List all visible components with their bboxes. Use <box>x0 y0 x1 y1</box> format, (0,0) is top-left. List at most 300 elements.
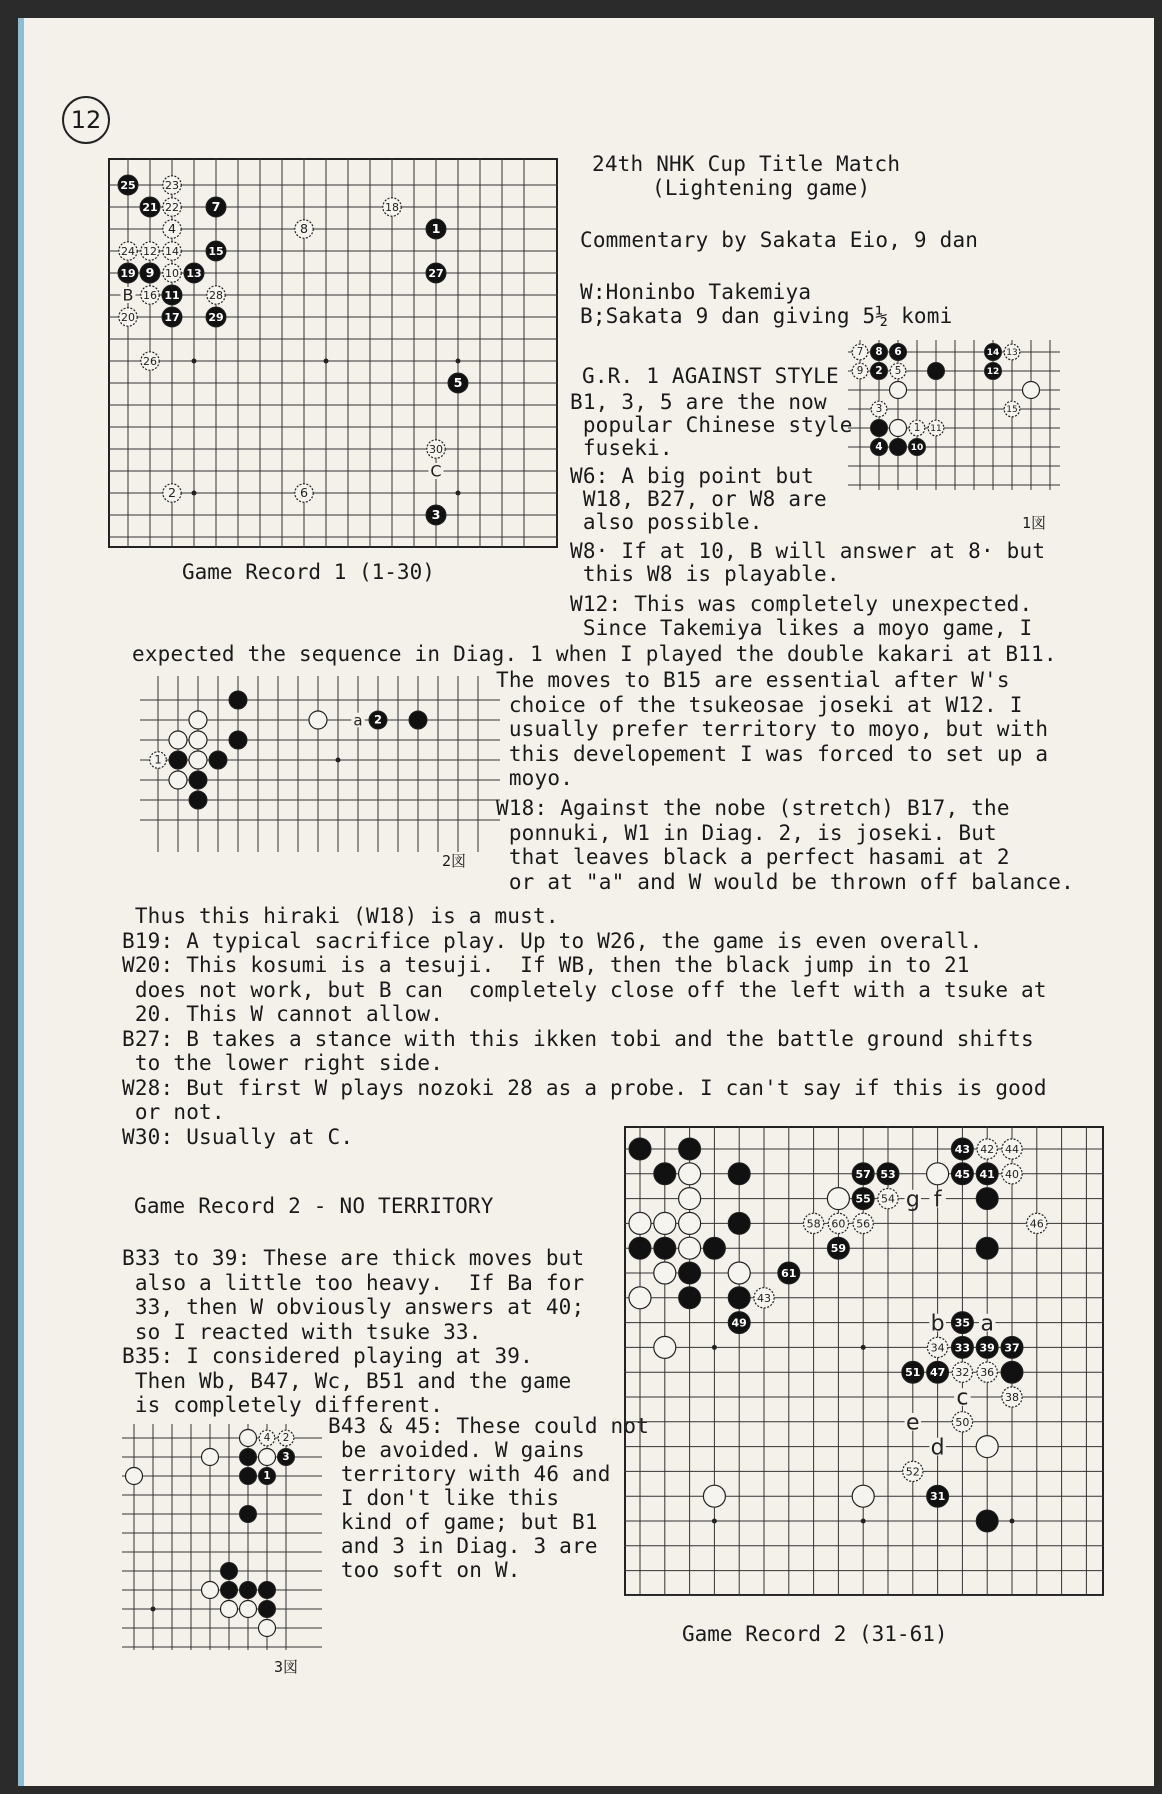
commentary-line: usually prefer territory to moyo, but with <box>496 717 1049 741</box>
stone-label: 12 <box>143 244 157 258</box>
commentary-line: B1, 3, 5 are the now <box>570 390 827 414</box>
black-stone <box>902 1361 924 1383</box>
stone-label: 1 <box>154 752 162 767</box>
stone-label: 16 <box>143 288 157 302</box>
black-stone <box>871 363 888 380</box>
commentary-line: that leaves black a perfect hasami at 2 <box>496 845 1010 869</box>
stone-label: 32 <box>955 1366 970 1380</box>
white-stone <box>878 1188 898 1208</box>
stone-label: 24 <box>121 244 135 258</box>
black-stone <box>679 1138 701 1160</box>
black-stone <box>852 1188 874 1210</box>
stone-label: 35 <box>954 1316 971 1330</box>
title-line-1: 24th NHK Cup Title Match <box>592 152 901 176</box>
white-stone <box>163 198 181 216</box>
position-mark: B <box>122 285 134 305</box>
black-stone <box>118 175 138 195</box>
black-stone <box>728 1287 750 1309</box>
title-line-2: (Lightening game) <box>652 176 871 200</box>
stone-label: 7 <box>211 198 221 214</box>
white-stone <box>629 1212 651 1234</box>
white-stone <box>828 1213 848 1233</box>
stone-label: 50 <box>955 1415 970 1429</box>
commentary-line: 20. This W cannot allow. <box>122 1002 444 1026</box>
white-stone <box>1004 401 1020 417</box>
commentary-line: Since Takemiya likes a moyo game, I <box>570 616 1033 640</box>
stone-label: 14 <box>165 244 179 258</box>
stone-label: 52 <box>905 1465 920 1479</box>
white-stone <box>852 363 868 379</box>
white-stone <box>141 286 159 304</box>
stone-label: 47 <box>929 1366 946 1380</box>
stone-label: 11 <box>164 288 180 302</box>
black-stone <box>162 307 182 327</box>
stone-label: 15 <box>208 244 224 258</box>
black-stone <box>221 1582 238 1599</box>
black-stone <box>240 1506 257 1523</box>
white-stone <box>221 1601 238 1618</box>
commentary-line: this W8 is playable. <box>570 562 840 586</box>
black-stone <box>140 263 160 283</box>
position-mark: c <box>956 1385 969 1411</box>
white-stone <box>427 440 445 458</box>
stone-label: 3 <box>875 403 883 416</box>
stone-label: 61 <box>781 1266 797 1280</box>
white-stone <box>126 1468 143 1485</box>
white-stone <box>169 731 187 749</box>
position-mark: e <box>906 1410 920 1436</box>
stone-label: 10 <box>910 443 924 454</box>
commentary-line: W18: Against the nobe (stretch) B17, the <box>496 796 1010 820</box>
commentary-line: B33 to 39: These are thick moves but <box>122 1246 585 1270</box>
stone-label: 58 <box>806 1217 821 1231</box>
stone-label: 38 <box>1005 1390 1019 1404</box>
black-stone <box>871 344 888 361</box>
commentary-line: I don't like this <box>328 1486 560 1510</box>
diagram-3-board <box>122 1424 322 1656</box>
stone-label: 60 <box>831 1217 846 1231</box>
stone-label: 57 <box>855 1167 871 1181</box>
position-mark: C <box>430 461 442 481</box>
stone-label: 41 <box>979 1167 995 1181</box>
commentary-line: W28: But first W plays nozoki 28 as a probe. I can't say if this is good <box>122 1075 1047 1100</box>
commentary-line: or at "a" and W would be thrown off balance. <box>496 869 1074 894</box>
stone-label: 2 <box>282 1432 290 1445</box>
commentary-line: ponnuki, W1 in Diag. 2, is joseki. But <box>496 820 997 845</box>
stone-label: 11 <box>930 424 942 435</box>
black-stone <box>629 1138 651 1160</box>
commentary-line: also possible. <box>570 510 763 534</box>
black-stone <box>909 439 926 456</box>
black-stone <box>162 285 182 305</box>
commentary-line: W30: Usually at C. <box>122 1124 354 1149</box>
white-stone <box>141 242 159 260</box>
stone-label: 43 <box>954 1142 971 1156</box>
black-stone <box>877 1163 899 1185</box>
black-stone <box>976 1510 998 1532</box>
white-stone <box>827 1188 849 1210</box>
commentary-line: choice of the tsukeosae joseki at W12. I <box>496 692 1023 717</box>
white-stone <box>654 1212 676 1234</box>
stone-label: 18 <box>385 200 399 214</box>
stone-label: 43 <box>757 1291 771 1305</box>
black-stone <box>240 1468 257 1485</box>
game-record-2-board <box>624 1126 1104 1596</box>
black-stone <box>409 711 427 729</box>
white-stone <box>952 1362 972 1382</box>
commentary-line: The moves to B15 are essential after W's <box>496 668 1010 692</box>
diagram-1-board <box>848 340 1060 508</box>
game-record-1-board <box>108 158 558 548</box>
black-stone <box>728 1163 750 1185</box>
stone-label: 30 <box>429 442 443 456</box>
stone-label: 8 <box>299 220 309 236</box>
white-stone <box>259 1449 276 1466</box>
commentary-line: popular Chinese style <box>570 413 853 437</box>
white-stone <box>852 1485 874 1507</box>
black-stone <box>890 344 907 361</box>
black-stone <box>985 363 1002 380</box>
stone-label: 26 <box>143 354 157 368</box>
black-stone <box>369 711 387 729</box>
stone-label: 22 <box>165 200 179 214</box>
black-stone <box>679 1262 701 1284</box>
white-stone <box>240 1430 257 1447</box>
position-mark: d <box>930 1435 945 1461</box>
white-stone <box>728 1262 750 1284</box>
black-stone <box>951 1312 973 1334</box>
white-player: W:Honinbo Takemiya <box>580 280 812 304</box>
stone-label: 37 <box>1004 1341 1020 1355</box>
stone-label: 10 <box>165 266 179 280</box>
commentary-line: is completely different. <box>122 1393 444 1417</box>
game-record-1-caption: Game Record 1 (1-30) <box>182 560 435 584</box>
white-stone <box>383 198 401 216</box>
white-stone <box>1002 1387 1022 1407</box>
white-stone <box>1002 1164 1022 1184</box>
black-stone <box>703 1237 725 1259</box>
black-stone <box>1001 1361 1023 1383</box>
black-stone <box>229 691 247 709</box>
black-stone <box>951 1163 973 1185</box>
commentary-line: B27: B takes a stance with this ikken tobi and the battle ground shifts <box>122 1026 1034 1051</box>
stone-label: 39 <box>979 1341 995 1355</box>
white-stone <box>202 1582 219 1599</box>
commentary-line: or not. <box>122 1100 225 1124</box>
white-stone <box>259 1620 276 1637</box>
black-stone <box>827 1237 849 1259</box>
black-stone <box>951 1336 973 1358</box>
stone-label: 3 <box>282 1451 290 1464</box>
stone-label: 31 <box>929 1490 946 1504</box>
stone-label: 59 <box>830 1242 847 1256</box>
commentary-line: and 3 in Diag. 3 are <box>328 1534 598 1558</box>
stone-label: 6 <box>894 346 902 359</box>
white-stone <box>141 352 159 370</box>
black-stone <box>184 263 204 283</box>
white-stone <box>119 242 137 260</box>
white-stone <box>928 420 944 436</box>
gr1-heading: G.R. 1 AGAINST STYLE <box>582 364 839 388</box>
stone-label: 28 <box>209 288 223 302</box>
white-stone <box>852 344 868 360</box>
commentary-line: moyo. <box>496 766 574 790</box>
commentary-line: 33, then W obviously answers at 40; <box>122 1295 585 1319</box>
commentary-line: Thus this hiraki (W18) is a must. <box>122 904 559 928</box>
stone-label: 12 <box>986 367 1000 378</box>
white-stone <box>952 1412 972 1432</box>
black-stone <box>1001 1336 1023 1358</box>
black-stone <box>728 1312 750 1334</box>
white-stone <box>119 308 137 326</box>
black-stone <box>426 505 446 525</box>
stone-label: 14 <box>986 348 1000 359</box>
position-mark: a <box>353 711 363 730</box>
black-stone <box>976 1237 998 1259</box>
white-stone <box>903 1461 923 1481</box>
stone-label: 1 <box>431 220 441 236</box>
black-stone <box>259 1601 276 1618</box>
black-stone <box>629 1237 651 1259</box>
diagram-3-caption: 3図 <box>274 1658 299 1676</box>
stone-label: 49 <box>731 1316 747 1330</box>
commentary-line: kind of game; but B1 <box>328 1510 598 1534</box>
stone-label: 3 <box>431 506 441 522</box>
white-stone <box>163 484 181 502</box>
commentary-line: W18, B27, or W8 are <box>570 487 827 511</box>
black-stone <box>927 1361 949 1383</box>
white-stone <box>654 1336 676 1358</box>
black-stone <box>448 373 468 393</box>
white-stone <box>240 1601 257 1618</box>
white-stone <box>150 752 167 769</box>
white-stone <box>189 731 207 749</box>
white-stone <box>679 1237 701 1259</box>
commentary-line: to the lower right side. <box>122 1051 444 1075</box>
diagram-1-caption: 1図 <box>1022 514 1047 532</box>
commentary-line: B43 & 45: These could not <box>328 1414 650 1438</box>
white-stone <box>1027 1213 1047 1233</box>
stone-label: 25 <box>120 178 136 192</box>
white-stone <box>629 1287 651 1309</box>
white-stone <box>163 264 181 282</box>
commentary-line: B35: I considered playing at 39. <box>122 1344 533 1368</box>
black-stone <box>928 363 945 380</box>
stone-label: 1 <box>913 422 921 435</box>
book-page <box>18 18 1154 1786</box>
commentary-line: so I reacted with tsuke 33. <box>122 1319 482 1344</box>
white-stone <box>976 1436 998 1458</box>
white-stone <box>703 1485 725 1507</box>
white-stone <box>295 220 313 238</box>
black-stone <box>206 197 226 217</box>
black-stone <box>206 241 226 261</box>
stone-label: 56 <box>856 1217 871 1231</box>
position-mark: b <box>930 1311 945 1337</box>
black-stone <box>118 263 138 283</box>
white-stone <box>163 176 181 194</box>
stone-label: 29 <box>208 310 224 324</box>
white-stone <box>259 1430 275 1446</box>
stone-label: 8 <box>875 346 883 359</box>
position-mark: g <box>905 1187 920 1213</box>
white-stone <box>169 771 187 789</box>
commentary-line: fuseki. <box>570 436 673 460</box>
white-stone <box>278 1430 294 1446</box>
black-stone <box>871 439 888 456</box>
commentary-line: does not work, but B can completely close off the left with a tsuke at <box>122 977 1047 1002</box>
black-stone <box>778 1262 800 1284</box>
stone-label: 4 <box>875 441 883 454</box>
stone-label: 40 <box>1005 1167 1019 1181</box>
diagram-2-board <box>140 676 500 852</box>
white-stone <box>163 242 181 260</box>
position-mark: f <box>933 1187 942 1213</box>
stone-label: 55 <box>855 1192 871 1206</box>
white-stone <box>977 1362 997 1382</box>
stone-label: 51 <box>905 1366 921 1380</box>
commentary-line: W8· If at 10, B will answer at 8· but <box>570 539 1046 563</box>
black-stone <box>985 344 1002 361</box>
stone-label: 19 <box>120 266 136 280</box>
black-stone <box>209 751 227 769</box>
page-number: 12 <box>62 96 110 144</box>
white-stone <box>1002 1139 1022 1159</box>
stone-label: 15 <box>1006 405 1018 416</box>
stone-label: 21 <box>142 200 158 214</box>
white-stone <box>679 1212 701 1234</box>
stone-label: 45 <box>954 1167 971 1181</box>
black-player: B;Sakata 9 dan giving 5½ komi <box>580 304 953 328</box>
commentary-line: W6: A big point but <box>570 464 815 488</box>
white-stone <box>803 1213 823 1233</box>
commentary-line: W20: This kosumi is a tesuji. If WB, then the black jump in to 21 <box>122 953 970 977</box>
commentary-line: also a little too heavy. If Ba for <box>122 1270 585 1295</box>
stone-label: 17 <box>164 310 180 324</box>
stone-label: 2 <box>875 365 883 378</box>
black-stone <box>426 219 446 239</box>
commentary-line: this developement I was forced to set up a <box>496 741 1049 766</box>
black-stone <box>259 1468 276 1485</box>
black-stone <box>426 263 446 283</box>
black-stone <box>852 1163 874 1185</box>
white-stone <box>890 363 906 379</box>
black-stone <box>189 771 207 789</box>
black-stone <box>189 791 207 809</box>
stone-label: 5 <box>453 374 463 390</box>
stone-label: 2 <box>167 484 177 500</box>
stone-label: 36 <box>980 1366 995 1380</box>
white-stone <box>654 1262 676 1284</box>
white-stone <box>202 1449 219 1466</box>
white-stone <box>909 420 925 436</box>
commentary-line: too soft on W. <box>328 1558 521 1582</box>
white-stone <box>871 401 887 417</box>
black-stone <box>169 751 187 769</box>
white-stone <box>890 382 907 399</box>
black-stone <box>240 1582 257 1599</box>
black-stone <box>259 1582 276 1599</box>
stone-label: 9 <box>856 365 864 378</box>
stone-label: 4 <box>167 220 177 236</box>
stone-label: 5 <box>894 365 902 378</box>
stone-label: 7 <box>856 346 864 359</box>
white-stone <box>890 420 907 437</box>
expected-line: expected the sequence in Diag. 1 when I played the double kakari at B11. <box>132 642 1057 666</box>
position-mark: a <box>980 1311 994 1337</box>
white-stone <box>927 1337 947 1357</box>
white-stone <box>754 1288 774 1308</box>
black-stone <box>240 1449 257 1466</box>
black-stone <box>976 1163 998 1185</box>
stone-label: 53 <box>880 1167 896 1181</box>
black-stone <box>927 1485 949 1507</box>
stone-label: 23 <box>165 178 179 192</box>
commentary-line: territory with 46 and <box>328 1462 611 1486</box>
white-stone <box>309 711 327 729</box>
white-stone <box>207 286 225 304</box>
white-stone <box>679 1163 701 1185</box>
black-stone <box>654 1163 676 1185</box>
commentary-line: Then Wb, B47, Wc, B51 and the game <box>122 1368 572 1393</box>
white-stone <box>977 1139 997 1159</box>
black-stone <box>728 1212 750 1234</box>
black-stone <box>278 1449 295 1466</box>
stone-label: 54 <box>881 1192 895 1206</box>
stone-label: 1 <box>263 1470 271 1483</box>
stone-label: 2 <box>373 712 383 727</box>
white-stone <box>295 484 313 502</box>
commentary-line: B19: A typical sacrifice play. Up to W26, the game is even overall. <box>122 928 983 953</box>
stone-label: 44 <box>1005 1142 1019 1156</box>
white-stone <box>1004 344 1020 360</box>
stone-label: 20 <box>121 310 135 324</box>
gr2-heading: Game Record 2 - NO TERRITORY <box>134 1194 494 1218</box>
stone-label: 42 <box>980 1142 995 1156</box>
black-stone <box>890 439 907 456</box>
black-stone <box>679 1287 701 1309</box>
black-stone <box>976 1336 998 1358</box>
black-stone <box>871 420 888 437</box>
stone-label: 9 <box>145 264 155 280</box>
commentary-line: W12: This was completely unexpected. <box>570 592 1033 616</box>
black-stone <box>654 1237 676 1259</box>
stone-label: 4 <box>263 1432 271 1445</box>
white-stone <box>679 1188 701 1210</box>
stone-label: 27 <box>428 266 444 280</box>
black-stone <box>140 197 160 217</box>
stone-label: 13 <box>1006 348 1018 359</box>
commentary-line: be avoided. W gains <box>328 1438 585 1462</box>
stone-label: 33 <box>954 1341 971 1355</box>
white-stone <box>853 1213 873 1233</box>
stone-label: 46 <box>1029 1217 1044 1231</box>
white-stone <box>163 220 181 238</box>
game-record-2-caption: Game Record 2 (31-61) <box>682 1622 948 1646</box>
black-stone <box>229 731 247 749</box>
black-stone <box>206 307 226 327</box>
diagram-2-caption: 2図 <box>442 852 467 870</box>
black-stone <box>221 1563 238 1580</box>
white-stone <box>1023 382 1040 399</box>
stone-label: 34 <box>930 1341 945 1355</box>
black-stone <box>976 1188 998 1210</box>
white-stone <box>927 1163 949 1185</box>
white-stone <box>189 711 207 729</box>
white-stone <box>189 751 207 769</box>
black-stone <box>951 1138 973 1160</box>
stone-label: 6 <box>299 484 309 500</box>
